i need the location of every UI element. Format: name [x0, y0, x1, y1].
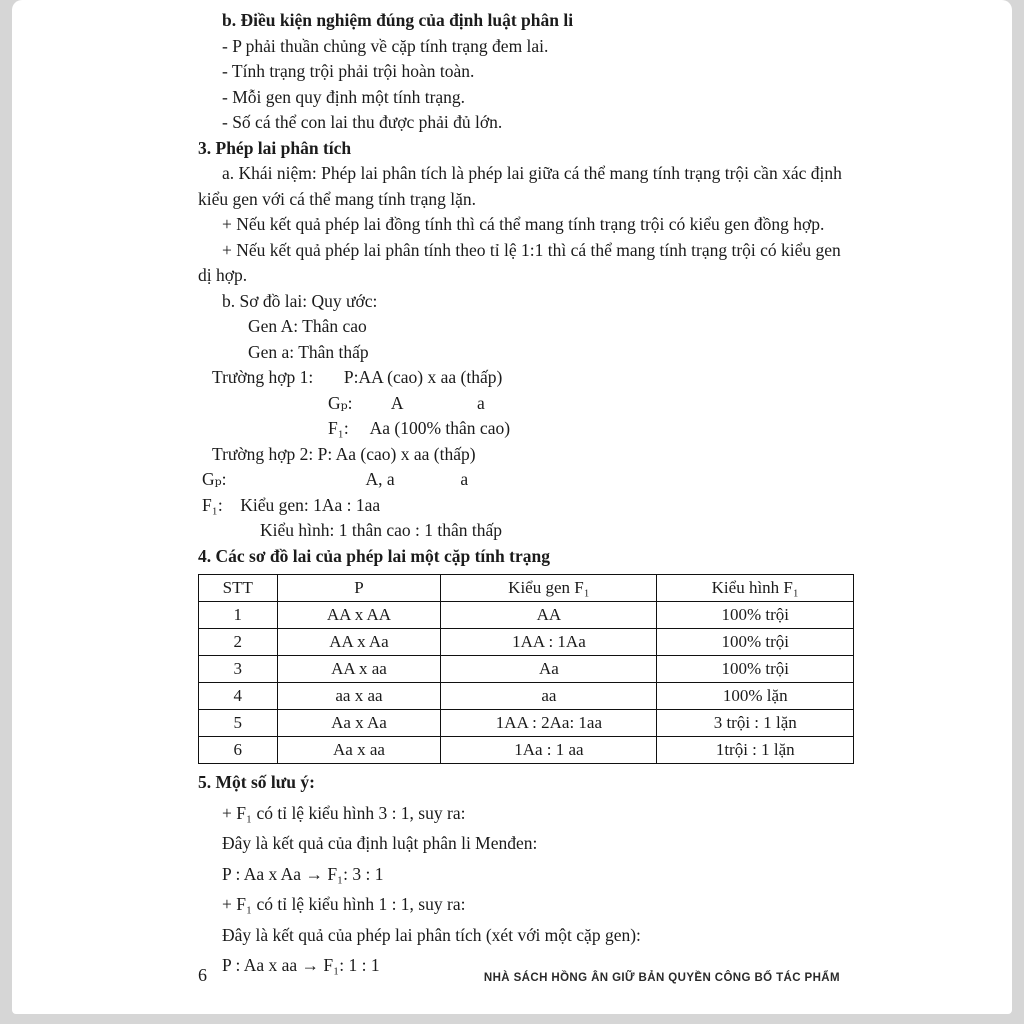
table-cell: Aa: [441, 656, 657, 683]
table-cell: 1: [199, 602, 278, 629]
table-cell: 1AA : 2Aa: 1aa: [441, 710, 657, 737]
gene-A-line: Gen A: Thân cao: [248, 316, 367, 336]
footer-copyright: NHÀ SÁCH HỒNG ÂN GIỮ BẢN QUYỀN CÔNG BỐ TÁC PHẨM: [483, 972, 840, 984]
footer-page-number: 6: [198, 965, 207, 985]
table-cell: 3: [199, 656, 278, 683]
crossing-schemes-table: [198, 574, 854, 764]
case2-parents-line: Trường hợp 2: P: Aa (cao) x aa (thấp): [212, 443, 476, 464]
page-footer: [198, 965, 840, 986]
table-cell: 1AA : 1Aa: [441, 629, 657, 656]
content-area: [198, 8, 856, 979]
section-5-heading: 5. Một số lưu ý:: [198, 772, 315, 792]
table-row: [199, 710, 854, 737]
column-header-genotype-f1: Kiểu gen F₁: [441, 575, 657, 602]
case1-parents-line: Trường hợp 1: P:AA (cao) x aa (thấp): [212, 367, 503, 387]
table-row: [199, 683, 854, 710]
table-cell: AA x aa: [277, 656, 441, 683]
table-cell: Aa x aa: [277, 737, 441, 764]
table-cell: Aa x Aa: [277, 710, 441, 737]
note-line: P : Aa x Aa → F₁: 3 : 1: [222, 863, 384, 884]
condition-item: - P phải thuần chủng về cặp tính trạng đem lai.: [222, 35, 549, 56]
concept-paragraph: a. Khái niệm: Phép lai phân tích là phép lai giữa cá thể mang tính trạng trội cần xác định kiểu gen với cá thể mang tính trạng lặn.: [198, 163, 842, 209]
table-cell: AA x AA: [277, 602, 441, 629]
condition-item: - Mỗi gen quy định một tính trạng.: [222, 86, 466, 107]
table-cell: 4: [199, 683, 278, 710]
table-header-row: [199, 575, 854, 602]
condition-item: - Số cá thể con lai thu được phải đủ lớn.: [222, 112, 503, 132]
table-cell: 100% trội: [657, 602, 854, 629]
table-cell: 100% trội: [657, 656, 854, 683]
table-cell: 1Aa : 1 aa: [441, 737, 657, 764]
table-row: [199, 656, 854, 683]
table-cell: 6: [199, 737, 278, 764]
note-line: + F₁ có tỉ lệ kiểu hình 3 : 1, suy ra:: [222, 802, 466, 823]
case1-f1-line: F₁: Aa (100% thân cao): [328, 418, 511, 438]
condition-item: - Tính trạng trội phải trội hoàn toàn.: [222, 61, 475, 81]
table-cell: AA: [441, 602, 657, 629]
page-sheet: [12, 0, 1012, 1014]
note-line: Đây là kết quả của định luật phân li Menđen:: [222, 833, 538, 853]
case1-gametes-line: Gₚ: A a: [328, 392, 485, 413]
scheme-intro: b. Sơ đồ lai: Quy ước:: [222, 290, 378, 311]
column-header-p: P: [277, 575, 441, 602]
case2-gametes-line: Gₚ: A, a a: [202, 469, 469, 489]
table-cell: 2: [199, 629, 278, 656]
table-cell: AA x Aa: [277, 629, 441, 656]
table-cell: 3 trội : 1 lặn: [657, 710, 854, 737]
column-header-phenotype-f1: Kiểu hình F₁: [657, 575, 854, 602]
conditions-heading: b. Điều kiện nghiệm đúng của định luật phân li: [222, 10, 574, 30]
table-cell: 5: [199, 710, 278, 737]
column-header-stt: STT: [199, 575, 278, 602]
table-cell: 100% lặn: [657, 683, 854, 710]
section-3-heading: 3. Phép lai phân tích: [198, 137, 352, 158]
gene-a-line: Gen a: Thân thấp: [248, 341, 369, 362]
section-4-heading: 4. Các sơ đồ lai của phép lai một cặp tính trạng: [198, 545, 550, 566]
table-row: [199, 629, 854, 656]
case2-f1-genotype-line: F₁: Kiểu gen: 1Aa : 1aa: [202, 494, 381, 515]
note-line: Đây là kết quả của phép lai phân tích (xét với một cặp gen):: [222, 924, 641, 945]
table-cell: 1trội : 1 lặn: [657, 737, 854, 764]
case2-f1-phenotype-line: Kiểu hình: 1 thân cao : 1 thân thấp: [260, 520, 503, 540]
table-cell: aa x aa: [277, 683, 441, 710]
table-row: [199, 602, 854, 629]
table-cell: aa: [441, 683, 657, 710]
table-cell: 100% trội: [657, 629, 854, 656]
note-line: + F₁ có tỉ lệ kiểu hình 1 : 1, suy ra:: [222, 894, 466, 914]
table-row: [199, 737, 854, 764]
note-line: P : Aa x aa → F₁: 1 : 1: [222, 955, 380, 975]
note-homozygous: + Nếu kết quả phép lai đồng tính thì cá thể mang tính trạng trội có kiểu gen đồng hợp.: [222, 214, 825, 234]
note-heterozygous: + Nếu kết quả phép lai phân tính theo tỉ lệ 1:1 thì cá thể mang tính trạng trội có kiểu gen dị hợp.: [198, 239, 841, 285]
